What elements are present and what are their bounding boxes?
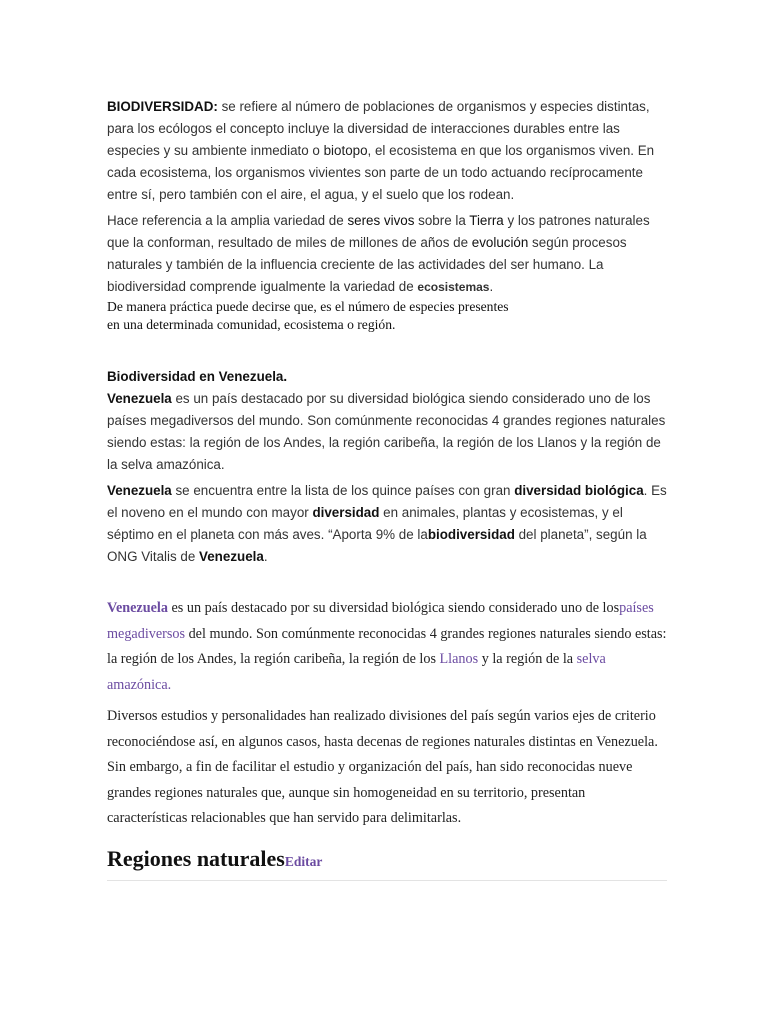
venezuela-heading: Biodiversidad en Venezuela. xyxy=(107,369,288,384)
intro-paragraph: BIODIVERSIDAD: se refiere al número de poblaciones de organismos y especies distintas, para los ecólogos el concepto incluye la diversidad de interacciones durables entre las especies y su ambiente inmediato o biotopo, el ecosistema en que los organismos viven. En cada ecosistema, los organismos vivientes son parte de un todo actuando recíprocamente entre sí, pero también con el aire, el agua, y el suelo que los rodean. xyxy=(107,99,655,202)
section-heading xyxy=(107,846,667,881)
biotopo-term: biotopo xyxy=(323,143,368,158)
edit-link[interactable]: Editar xyxy=(284,853,323,869)
venezuela-paragraph-2: Venezuela se encuentra entre la lista de los quince países con gran diversidad biológica. Es el noveno en el mundo con mayor diversidad en animales, plantas y ecosistemas, y el séptimo en el planeta con más aves. “Aporta 9% de labiodiversidad del planeta”, según la ONG Vitalis de Venezuela. xyxy=(107,483,667,564)
practica-paragraph: De manera práctica puede decirse que, es el número de especies presentes en una determinada comunidad, ecosistema o región. xyxy=(107,299,509,332)
wiki-paragraph-1: Venezuela es un país destacado por su diversidad biológica siendo considerado uno de lospaíses megadiversos del mundo. Son comúnmente reconocidas 4 grandes regiones naturales siendo estas: la región de los Andes, la región caribeña, la región de los Llanos y la región de la selva amazónica. xyxy=(107,600,667,693)
wiki-paragraph-2: Diversos estudios y personalidades han realizado divisiones del país según varios ejes de criterio reconociéndose así, en algunos casos, hasta decenas de regiones naturales distintas en Venezuela. Sin embargo, a fin de facilitar el estudio y organización del país, han sido reconocidas nueve grandes regiones naturales que, aunque sin homogeneidad en su territorio, presentan características relacionables que han servido para delimitarlas. xyxy=(107,708,658,826)
evolucion-term: evolución xyxy=(471,235,529,250)
intro-term: BIODIVERSIDAD: xyxy=(107,99,218,114)
section-title: Regiones naturales xyxy=(107,845,285,871)
venezuela-link[interactable]: Venezuela xyxy=(107,600,168,616)
document-page xyxy=(107,96,667,881)
selva-amazonica-link[interactable]: selva amazónica. xyxy=(107,651,606,693)
llanos-link[interactable]: Llanos xyxy=(439,651,479,667)
reference-paragraph: Hace referencia a la amplia variedad de seres vivos sobre la Tierra y los patrones naturales que la conforman, resultado de miles de millones de años de evolución según procesos naturales y también de la influencia creciente de las actividades del ser humano. La biodiversidad comprende igualmente la variedad de ecosistemas. xyxy=(107,213,650,294)
ecosistemas-term: ecosistemas xyxy=(417,280,490,294)
seres-vivos-term: seres vivos xyxy=(347,213,415,228)
tierra-term: Tierra xyxy=(469,213,504,228)
venezuela-paragraph-1: Venezuela es un país destacado por su diversidad biológica siendo considerado uno de los países megadiversos del mundo. Son comúnmente reconocidas 4 grandes regiones naturales siendo estas: la región de los Andes, la región caribeña, la región de los Llanos y la región de la selva amazónica. xyxy=(107,391,666,472)
megadiversos-link[interactable]: países megadiversos xyxy=(107,600,654,642)
